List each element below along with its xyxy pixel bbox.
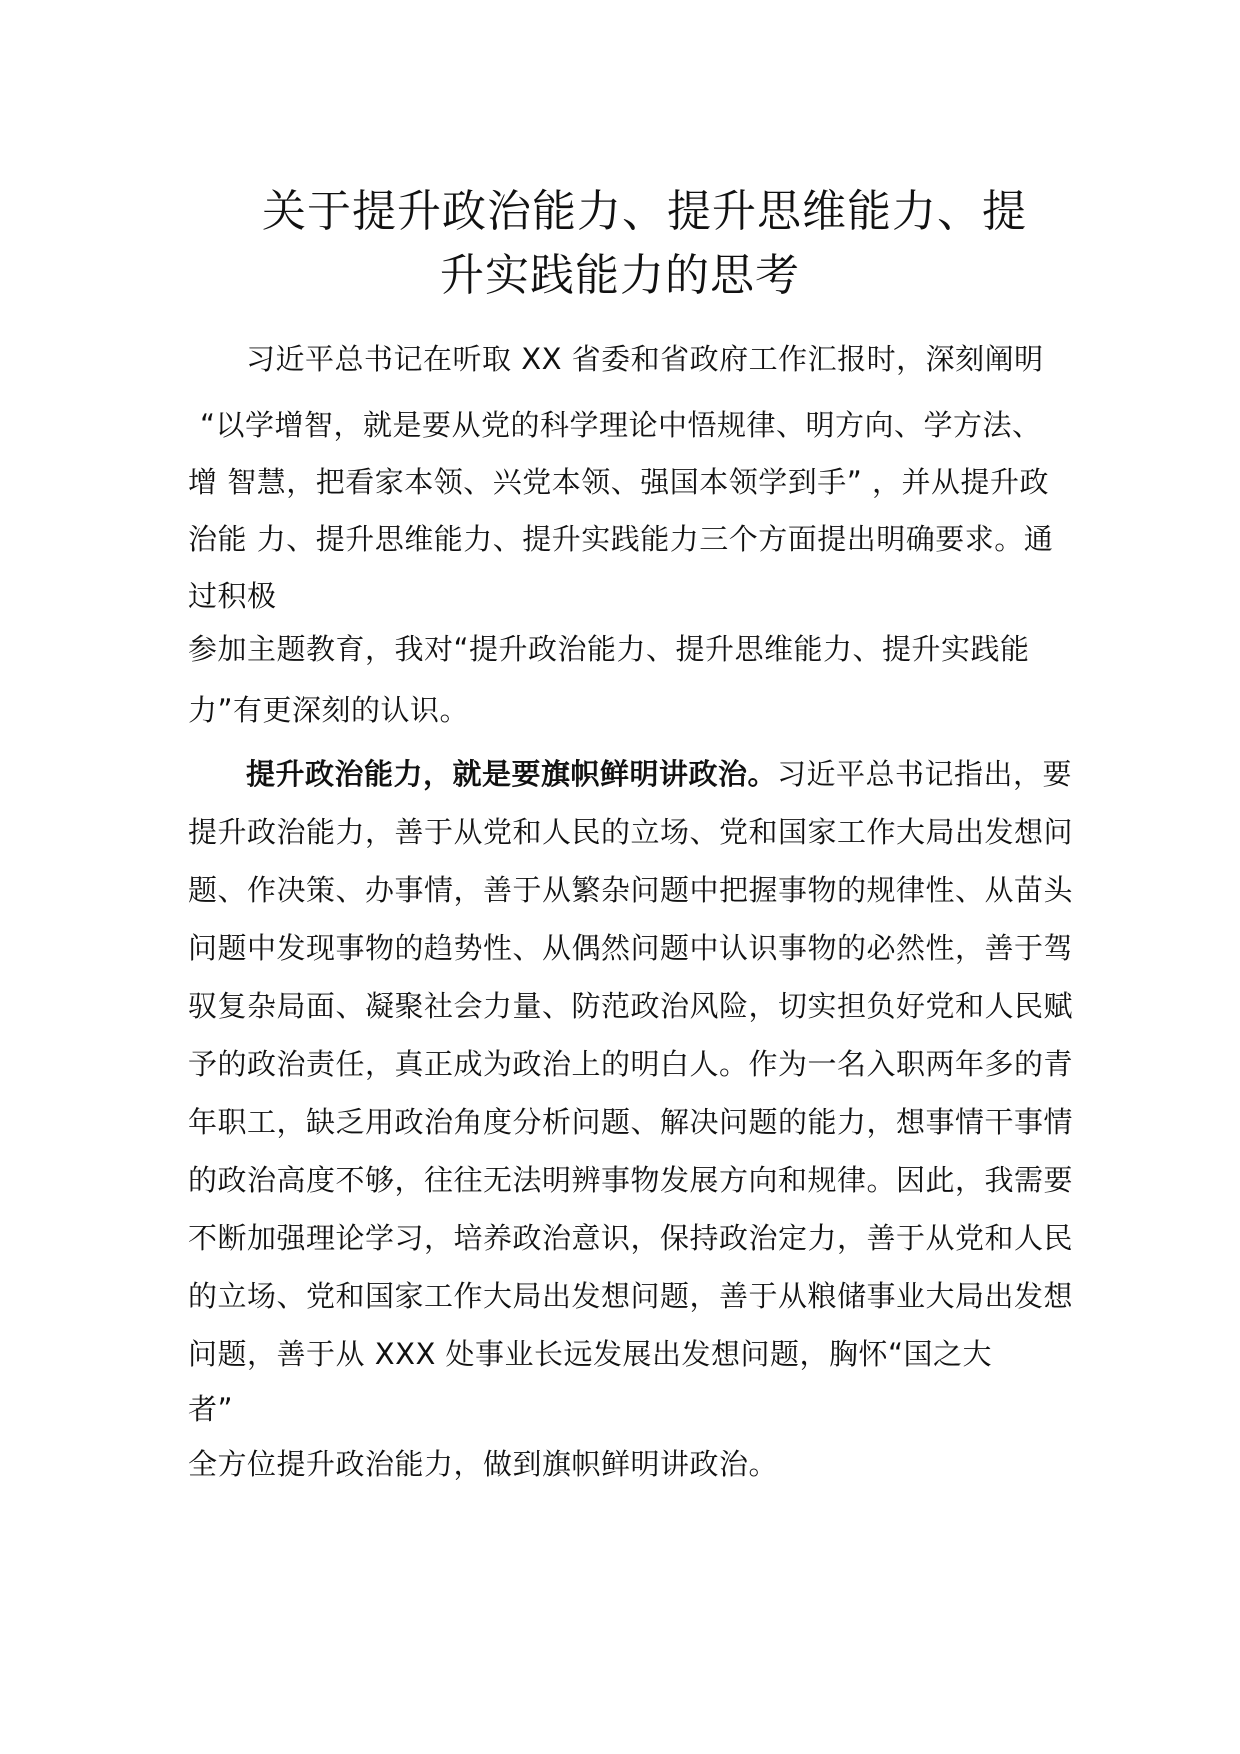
- para2-line: 问题中发现事物的趋势性、从偶然问题中认识事物的必然性，善于驾: [188, 931, 1074, 965]
- para2-line: 驭复杂局面、凝聚社会力量、防范政治风险，切实担负好党和人民赋: [188, 989, 1074, 1023]
- para1-line: 参加主题教育，我对“提升政治能力、提升思维能力、提升实践能: [188, 632, 1030, 666]
- para2-first-line: [246, 757, 1073, 791]
- document-title-line-2: 升实践能力的思考: [440, 250, 800, 301]
- para2-lead-rest: 习近平总书记指出，要: [777, 757, 1073, 791]
- para1-line: 过积极: [188, 579, 277, 613]
- para2-line: 的立场、党和国家工作大局出发想问题，善于从粮储事业大局出发想: [188, 1279, 1074, 1313]
- para2-line: 提升政治能力，善于从党和人民的立场、党和国家工作大局出发想问: [188, 815, 1074, 849]
- para2-line: 者”: [188, 1392, 234, 1426]
- para2-line: 全方位提升政治能力，做到旗帜鲜明讲政治。: [188, 1447, 779, 1481]
- para2-line: 予的政治责任，真正成为政治上的明白人。作为一名入职两年多的青: [188, 1047, 1074, 1081]
- para1-line: 力”有更深刻的认识。: [188, 693, 470, 727]
- para1-line: 习近平总书记在听取 XX 省委和省政府工作汇报时，深刻阐明: [246, 342, 1044, 376]
- para1-line: 治能 力、提升思维能力、提升实践能力三个方面提出明确要求。通: [188, 522, 1054, 556]
- para2-line: 的政治高度不够，往往无法明辨事物发展方向和规律。因此，我需要: [188, 1163, 1074, 1197]
- para1-line: “以学增智，就是要从党的科学理论中悟规律、明方向、学方法、: [200, 408, 1042, 442]
- para2-line: 不断加强理论学习，培养政治意识，保持政治定力，善于从党和人民: [188, 1221, 1074, 1255]
- document-title-line-1: 关于提升政治能力、提升思维能力、提: [262, 186, 1027, 237]
- para2-bold-lead: 提升政治能力，就是要旗帜鲜明讲政治。: [246, 757, 778, 791]
- para2-line: 问题，善于从 XXX 处事业长远发展出发想问题，胸怀“国之大: [188, 1337, 993, 1371]
- para2-line: 题、作决策、办事情，善于从繁杂问题中把握事物的规律性、从苗头: [188, 873, 1074, 907]
- para1-line: 增 智慧，把看家本领、兴党本领、强国本领学到手” ，并从提升政: [188, 465, 1049, 499]
- para2-line: 年职工，缺乏用政治角度分析问题、解决问题的能力，想事情干事情: [188, 1105, 1074, 1139]
